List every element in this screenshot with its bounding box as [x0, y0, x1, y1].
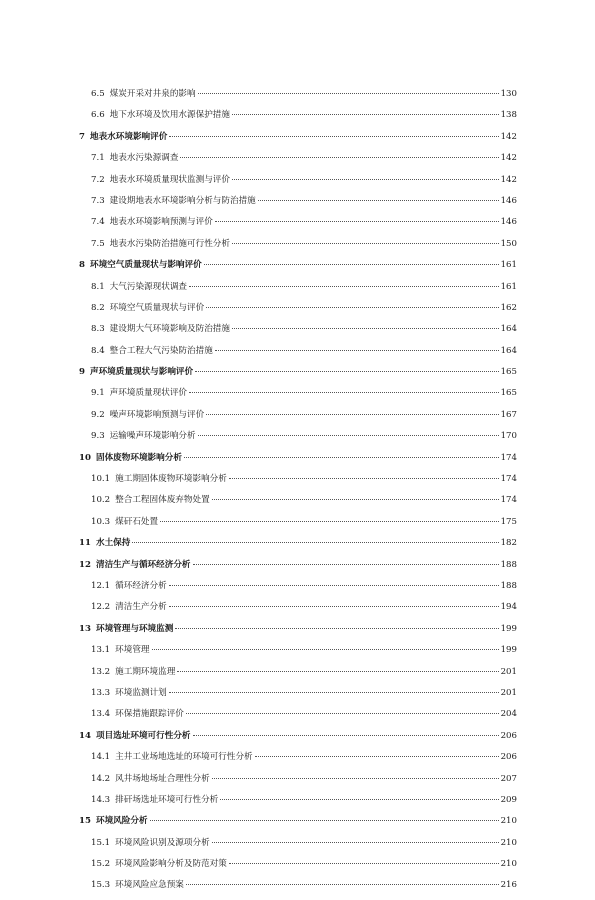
toc-section-entry[interactable]	[79, 194, 517, 215]
toc-chapter-entry[interactable]	[79, 558, 517, 579]
toc-chapter-entry[interactable]	[79, 622, 517, 643]
toc-entry-title: 环保措施跟踪评价	[115, 709, 184, 720]
toc-entry-number: 12.2	[91, 602, 111, 613]
toc-chapter-entry[interactable]	[79, 365, 517, 386]
toc-entry-page-number: 188	[500, 580, 517, 591]
toc-dot-leader	[186, 884, 499, 885]
toc-entry-page-number: 167	[500, 409, 517, 420]
toc-entry-title: 主井工业场地选址的环境可行性分析	[115, 752, 253, 763]
toc-entry-page-number: 150	[500, 238, 517, 249]
toc-section-entry[interactable]	[79, 772, 517, 793]
toc-entry-page-number: 164	[500, 324, 517, 335]
toc-entry-title: 大气污染源现状调查	[109, 281, 188, 292]
toc-entry-number: 10.2	[91, 495, 111, 506]
toc-entry-number: 9.1	[91, 388, 105, 399]
toc-dot-leader	[232, 243, 499, 244]
toc-entry-number: 13.2	[91, 666, 111, 677]
toc-entry-number: 7.4	[91, 217, 105, 228]
toc-dot-leader	[186, 713, 499, 714]
toc-section-entry[interactable]	[79, 515, 517, 536]
toc-dot-leader	[212, 778, 499, 779]
toc-entry-title: 循环经济分析	[115, 580, 167, 591]
toc-section-entry[interactable]	[79, 836, 517, 857]
toc-section-entry[interactable]	[79, 151, 517, 172]
toc-entry-title: 运输噪声环境影响分析	[109, 431, 196, 442]
toc-entry-number: 13.4	[91, 709, 111, 720]
toc-entry-title: 地下水环境及饮用水源保护措施	[109, 110, 230, 121]
toc-entry-page-number: 170	[500, 431, 517, 442]
toc-entry-page-number: 206	[500, 730, 517, 741]
toc-entry-title: 环境风险影响分析及防范对策	[115, 859, 227, 870]
toc-section-entry[interactable]	[79, 600, 517, 621]
toc-dot-leader	[180, 157, 498, 158]
toc-entry-number: 14.2	[91, 773, 111, 784]
toc-section-entry[interactable]	[79, 429, 517, 450]
toc-dot-leader	[229, 478, 499, 479]
toc-dot-leader	[206, 307, 498, 308]
toc-dot-leader	[215, 350, 499, 351]
toc-section-entry[interactable]	[79, 301, 517, 322]
toc-entry-number: 7.5	[91, 238, 105, 249]
toc-section-entry[interactable]	[79, 750, 517, 771]
toc-entry-title: 清洁生产与循环经济分析	[95, 559, 191, 570]
toc-section-entry[interactable]	[79, 408, 517, 429]
toc-dot-leader	[229, 863, 499, 864]
toc-entry-number: 12.1	[91, 580, 111, 591]
toc-entry-number: 9	[79, 367, 85, 378]
toc-entry-number: 15	[79, 816, 91, 827]
toc-section-entry[interactable]	[79, 108, 517, 129]
toc-entry-title: 地表水环境影响预测与评价	[109, 217, 213, 228]
toc-dot-leader	[169, 585, 499, 586]
toc-entry-page-number: 142	[500, 174, 517, 185]
toc-dot-leader	[232, 328, 499, 329]
toc-entry-title: 煤矸石处置	[115, 516, 159, 527]
toc-entry-title: 地表水环境质量现状监测与评价	[109, 174, 230, 185]
toc-entry-title: 整合工程固体废弃物处置	[115, 495, 210, 506]
toc-entry-title: 排矸场选址环境可行性分析	[115, 794, 219, 805]
toc-entry-page-number: 182	[500, 538, 517, 549]
toc-dot-leader	[169, 692, 499, 693]
toc-dot-leader	[193, 564, 499, 565]
toc-entry-number: 10.1	[91, 474, 111, 485]
toc-section-entry[interactable]	[79, 472, 517, 493]
toc-entry-page-number: 174	[500, 452, 517, 463]
toc-section-entry[interactable]	[79, 857, 517, 878]
toc-section-entry[interactable]	[79, 793, 517, 814]
toc-entry-title: 地表水污染源调查	[109, 153, 179, 164]
table-of-contents	[79, 87, 517, 900]
toc-entry-page-number: 199	[500, 623, 517, 634]
toc-entry-number: 6.6	[91, 110, 105, 121]
toc-dot-leader	[132, 542, 498, 543]
toc-entry-page-number: 201	[500, 687, 517, 698]
toc-entry-page-number: 165	[500, 388, 517, 399]
toc-entry-page-number: 162	[500, 302, 517, 313]
toc-entry-number: 9.3	[91, 431, 105, 442]
toc-section-entry[interactable]	[79, 237, 517, 258]
toc-entry-number: 15.3	[91, 880, 111, 891]
toc-dot-leader	[198, 435, 499, 436]
toc-entry-number: 6.5	[91, 89, 105, 99]
toc-entry-title: 环境监测计划	[115, 687, 167, 698]
toc-entry-page-number: 210	[500, 859, 517, 870]
toc-entry-page-number: 161	[500, 260, 517, 271]
toc-dot-leader	[152, 649, 499, 650]
toc-entry-number: 9.2	[91, 409, 105, 420]
toc-entry-number: 13.1	[91, 645, 111, 656]
toc-entry-number: 8.4	[91, 345, 105, 356]
toc-entry-title: 地表水污染防治措施可行性分析	[109, 238, 230, 249]
toc-dot-leader	[189, 392, 499, 393]
toc-entry-title: 施工期固体废物环境影响分析	[115, 474, 227, 485]
toc-entry-page-number: 146	[500, 195, 517, 206]
toc-section-entry[interactable]	[79, 686, 517, 707]
toc-section-entry[interactable]	[79, 280, 517, 301]
toc-dot-leader	[198, 93, 499, 94]
toc-entry-title: 环境空气质量现状与影响评价	[89, 260, 202, 271]
toc-entry-page-number: 142	[500, 153, 517, 164]
toc-dot-leader	[189, 286, 499, 287]
toc-entry-page-number: 207	[500, 773, 517, 784]
toc-dot-leader	[160, 521, 498, 522]
toc-entry-number: 8	[79, 260, 85, 271]
toc-entry-title: 建设期地表水环境影响分析与防治措施	[109, 195, 256, 206]
toc-dot-leader	[195, 371, 498, 372]
toc-dot-leader	[258, 200, 499, 201]
toc-entry-number: 10.3	[91, 516, 111, 527]
toc-chapter-entry[interactable]	[79, 536, 517, 557]
toc-entry-number: 8.3	[91, 324, 105, 335]
toc-entry-title: 环境管理	[115, 645, 150, 656]
toc-entry-number: 7	[79, 131, 85, 142]
toc-entry-number: 13	[79, 623, 91, 634]
toc-dot-leader	[184, 457, 499, 458]
toc-entry-page-number: 209	[500, 794, 517, 805]
toc-section-entry[interactable]	[79, 493, 517, 514]
toc-entry-title: 煤炭开采对井泉的影响	[109, 89, 196, 99]
toc-entry-page-number: 142	[500, 131, 517, 142]
toc-entry-title: 施工期环境监理	[115, 666, 176, 677]
toc-section-entry[interactable]	[79, 665, 517, 686]
toc-dot-leader	[193, 735, 499, 736]
toc-entry-title: 建设期大气环境影响及防治措施	[109, 324, 230, 335]
toc-section-entry[interactable]	[79, 386, 517, 407]
toc-entry-title: 噪声环境影响预测与评价	[109, 409, 205, 420]
toc-entry-page-number: 161	[500, 281, 517, 292]
toc-section-entry[interactable]	[79, 707, 517, 728]
toc-entry-number: 7.3	[91, 195, 105, 206]
toc-entry-page-number: 204	[500, 709, 517, 720]
toc-dot-leader	[212, 499, 499, 500]
toc-entry-number: 13.3	[91, 687, 111, 698]
toc-entry-number: 14.3	[91, 794, 111, 805]
toc-entry-title: 整合工程大气污染防治措施	[109, 345, 213, 356]
toc-entry-number: 8.1	[91, 281, 105, 292]
toc-entry-page-number: 138	[500, 110, 517, 121]
toc-chapter-entry[interactable]	[79, 130, 517, 151]
toc-entry-page-number: 206	[500, 752, 517, 763]
toc-dot-leader	[169, 136, 498, 137]
toc-entry-title: 声环境质量现状与影响评价	[89, 367, 194, 378]
toc-section-entry[interactable]	[79, 173, 517, 194]
toc-entry-page-number: 194	[500, 602, 517, 613]
toc-entry-number: 15.2	[91, 859, 111, 870]
toc-entry-title: 环境风险分析	[95, 816, 148, 827]
toc-entry-title: 项目选址环境可行性分析	[95, 730, 191, 741]
toc-entry-page-number: 201	[500, 666, 517, 677]
toc-entry-number: 12	[79, 559, 91, 570]
toc-dot-leader	[177, 671, 498, 672]
toc-entry-title: 环境风险识别及源项分析	[115, 837, 210, 848]
toc-chapter-entry[interactable]	[79, 729, 517, 750]
toc-entry-page-number: 164	[500, 345, 517, 356]
toc-entry-page-number: 199	[500, 645, 517, 656]
toc-section-entry[interactable]	[79, 322, 517, 343]
toc-entry-number: 14	[79, 730, 91, 741]
toc-dot-leader	[204, 264, 499, 265]
toc-entry-title: 固体废物环境影响分析	[95, 452, 182, 463]
toc-section-entry[interactable]	[79, 579, 517, 600]
toc-entry-title: 风井场地场址合理性分析	[115, 773, 210, 784]
toc-entry-title: 环境风险应急预案	[115, 880, 184, 891]
toc-section-entry[interactable]	[79, 344, 517, 365]
toc-chapter-entry[interactable]	[79, 451, 517, 472]
toc-section-entry[interactable]	[79, 215, 517, 236]
toc-entry-page-number: 130	[500, 89, 517, 99]
toc-entry-page-number: 175	[500, 516, 517, 527]
toc-entry-number: 7.2	[91, 174, 105, 185]
toc-entry-number: 15.1	[91, 837, 111, 848]
toc-entry-page-number: 188	[500, 559, 517, 570]
toc-dot-leader	[232, 179, 499, 180]
toc-entry-page-number: 210	[500, 816, 517, 827]
toc-entry-number: 14.1	[91, 752, 111, 763]
toc-dot-leader	[150, 820, 499, 821]
toc-entry-number: 7.1	[91, 153, 105, 164]
toc-dot-leader	[206, 414, 498, 415]
toc-entry-title: 环境空气质量现状与评价	[109, 302, 205, 313]
toc-section-entry[interactable]	[79, 87, 517, 108]
toc-entry-page-number: 174	[500, 495, 517, 506]
toc-entry-number: 8.2	[91, 302, 105, 313]
toc-dot-leader	[215, 221, 499, 222]
toc-entry-page-number: 165	[500, 367, 517, 378]
toc-dot-leader	[175, 628, 498, 629]
toc-dot-leader	[255, 756, 499, 757]
toc-entry-number: 11	[79, 538, 91, 549]
toc-entry-page-number: 210	[500, 837, 517, 848]
toc-chapter-entry[interactable]	[79, 258, 517, 279]
toc-entry-page-number: 174	[500, 474, 517, 485]
toc-entry-number: 10	[79, 452, 91, 463]
toc-entry-page-number: 146	[500, 217, 517, 228]
toc-entry-title: 地表水环境影响评价	[89, 131, 168, 142]
toc-entry-page-number: 216	[500, 880, 517, 891]
toc-section-entry[interactable]	[79, 878, 517, 899]
toc-entry-title: 水土保持	[95, 538, 131, 549]
toc-dot-leader	[232, 114, 499, 115]
toc-entry-title: 清洁生产分析	[115, 602, 167, 613]
toc-section-entry[interactable]	[79, 643, 517, 664]
toc-entry-title: 环境管理与环境监测	[95, 623, 174, 634]
toc-dot-leader	[169, 606, 499, 607]
toc-entry-title: 声环境质量现状评价	[109, 388, 188, 399]
toc-dot-leader	[220, 799, 498, 800]
toc-chapter-entry[interactable]	[79, 814, 517, 835]
